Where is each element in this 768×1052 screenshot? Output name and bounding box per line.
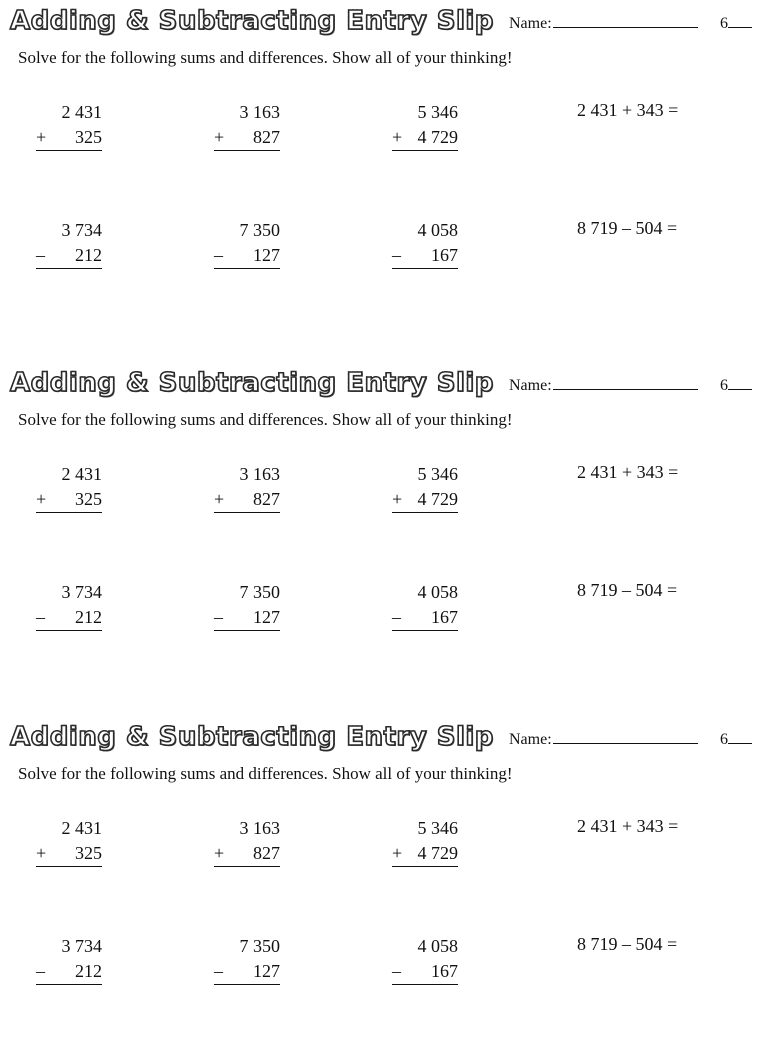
operator-sign: – <box>214 961 223 981</box>
slip-title: Adding & Subtracting Entry Slip <box>10 6 494 36</box>
problem-operator-row <box>36 487 102 513</box>
problem-top-number: 3 163 <box>239 464 280 484</box>
problem-top-number: 5 346 <box>417 818 458 838</box>
operator-sign: – <box>392 245 401 265</box>
vertical-problem <box>36 934 102 985</box>
vertical-problem <box>36 218 102 269</box>
problem-top-number: 3 734 <box>61 220 102 240</box>
instructions: Solve for the following sums and differences. Show all of your thinking! <box>18 48 513 67</box>
vertical-problem <box>392 462 458 513</box>
horizontal-equation: 8 719 – 504 = <box>577 934 678 954</box>
problem-bottom-number: 4 729 <box>417 489 458 509</box>
vertical-problem <box>36 100 102 151</box>
problem-top-number: 7 350 <box>239 220 280 240</box>
grade-blank <box>728 13 752 28</box>
problem-operator-row <box>214 125 280 151</box>
grade-field <box>720 13 752 33</box>
problem-top-number: 5 346 <box>417 102 458 122</box>
vertical-problem <box>214 934 280 985</box>
operator-sign: + <box>36 127 47 147</box>
operator-sign: – <box>36 245 45 265</box>
vertical-problem <box>392 580 458 631</box>
problem-bottom-number: 212 <box>75 245 102 265</box>
vertical-problem <box>36 816 102 867</box>
problem-operator-row <box>392 959 458 985</box>
horizontal-equation: 8 719 – 504 = <box>577 218 678 238</box>
horizontal-equation: 2 431 + 343 = <box>577 100 679 120</box>
problem-top-number: 2 431 <box>61 102 102 122</box>
entry-slip <box>0 722 768 1052</box>
problem-operator-row <box>392 125 458 151</box>
problem-top-number: 3 734 <box>61 582 102 602</box>
vertical-problem <box>392 218 458 269</box>
vertical-problem <box>392 816 458 867</box>
problem-top-number: 4 058 <box>417 936 458 956</box>
grade-label: 6 <box>720 377 728 394</box>
name-field[interactable] <box>509 729 698 749</box>
name-label: Name: <box>509 377 552 394</box>
problem-top-number: 3 734 <box>61 936 102 956</box>
problem-bottom-number: 127 <box>253 961 280 981</box>
operator-sign: + <box>214 489 225 509</box>
problem-operator-row <box>36 243 102 269</box>
problem-bottom-number: 325 <box>75 127 102 147</box>
name-field[interactable] <box>509 375 698 395</box>
operator-sign: – <box>214 607 223 627</box>
operator-sign: + <box>36 489 47 509</box>
grade-label: 6 <box>720 15 728 32</box>
horizontal-equation: 2 431 + 343 = <box>577 816 679 836</box>
vertical-problem <box>36 462 102 513</box>
problem-operator-row <box>214 605 280 631</box>
vertical-problem <box>214 218 280 269</box>
operator-sign: – <box>36 961 45 981</box>
problem-bottom-number: 212 <box>75 607 102 627</box>
operator-sign: + <box>392 843 403 863</box>
horizontal-equation: 8 719 – 504 = <box>577 580 678 600</box>
name-label: Name: <box>509 731 552 748</box>
problem-top-number: 5 346 <box>417 464 458 484</box>
problem-top-number: 2 431 <box>61 818 102 838</box>
operator-sign: + <box>36 843 47 863</box>
entry-slip <box>0 368 768 698</box>
vertical-problem <box>214 100 280 151</box>
grade-blank <box>728 729 752 744</box>
instructions: Solve for the following sums and differences. Show all of your thinking! <box>18 410 513 429</box>
problem-bottom-number: 827 <box>253 127 280 147</box>
operator-sign: + <box>392 127 403 147</box>
problem-operator-row <box>392 487 458 513</box>
problem-operator-row <box>392 841 458 867</box>
operator-sign: + <box>214 843 225 863</box>
grade-label: 6 <box>720 731 728 748</box>
name-blank[interactable] <box>553 13 698 28</box>
problem-operator-row <box>36 841 102 867</box>
problem-bottom-number: 127 <box>253 607 280 627</box>
grade-field <box>720 729 752 749</box>
slip-title: Adding & Subtracting Entry Slip <box>10 368 494 398</box>
operator-sign: – <box>392 961 401 981</box>
problem-bottom-number: 212 <box>75 961 102 981</box>
problem-bottom-number: 325 <box>75 843 102 863</box>
vertical-problem <box>214 462 280 513</box>
problem-top-number: 3 163 <box>239 818 280 838</box>
name-label: Name: <box>509 15 552 32</box>
problem-bottom-number: 4 729 <box>417 127 458 147</box>
problem-bottom-number: 127 <box>253 245 280 265</box>
problem-top-number: 3 163 <box>239 102 280 122</box>
problem-bottom-number: 4 729 <box>417 843 458 863</box>
vertical-problem <box>214 816 280 867</box>
problem-operator-row <box>392 243 458 269</box>
problem-bottom-number: 827 <box>253 843 280 863</box>
problem-bottom-number: 827 <box>253 489 280 509</box>
operator-sign: – <box>214 245 223 265</box>
grade-field <box>720 375 752 395</box>
problem-top-number: 7 350 <box>239 582 280 602</box>
operator-sign: – <box>36 607 45 627</box>
grade-blank <box>728 375 752 390</box>
name-blank[interactable] <box>553 729 698 744</box>
instructions: Solve for the following sums and differences. Show all of your thinking! <box>18 764 513 783</box>
name-field[interactable] <box>509 13 698 33</box>
vertical-problem <box>392 934 458 985</box>
problem-top-number: 4 058 <box>417 582 458 602</box>
problem-operator-row <box>36 125 102 151</box>
horizontal-equation: 2 431 + 343 = <box>577 462 679 482</box>
slip-title: Adding & Subtracting Entry Slip <box>10 722 494 752</box>
problem-top-number: 7 350 <box>239 936 280 956</box>
problem-operator-row <box>36 959 102 985</box>
problem-operator-row <box>214 959 280 985</box>
problem-bottom-number: 167 <box>431 607 458 627</box>
problem-bottom-number: 325 <box>75 489 102 509</box>
problem-top-number: 2 431 <box>61 464 102 484</box>
problem-operator-row <box>214 243 280 269</box>
problem-operator-row <box>214 841 280 867</box>
problem-top-number: 4 058 <box>417 220 458 240</box>
problem-operator-row <box>36 605 102 631</box>
problem-bottom-number: 167 <box>431 245 458 265</box>
operator-sign: + <box>392 489 403 509</box>
vertical-problem <box>36 580 102 631</box>
problem-operator-row <box>392 605 458 631</box>
vertical-problem <box>214 580 280 631</box>
problem-bottom-number: 167 <box>431 961 458 981</box>
operator-sign: + <box>214 127 225 147</box>
name-blank[interactable] <box>553 375 698 390</box>
vertical-problem <box>392 100 458 151</box>
entry-slip <box>0 6 768 336</box>
operator-sign: – <box>392 607 401 627</box>
problem-operator-row <box>214 487 280 513</box>
